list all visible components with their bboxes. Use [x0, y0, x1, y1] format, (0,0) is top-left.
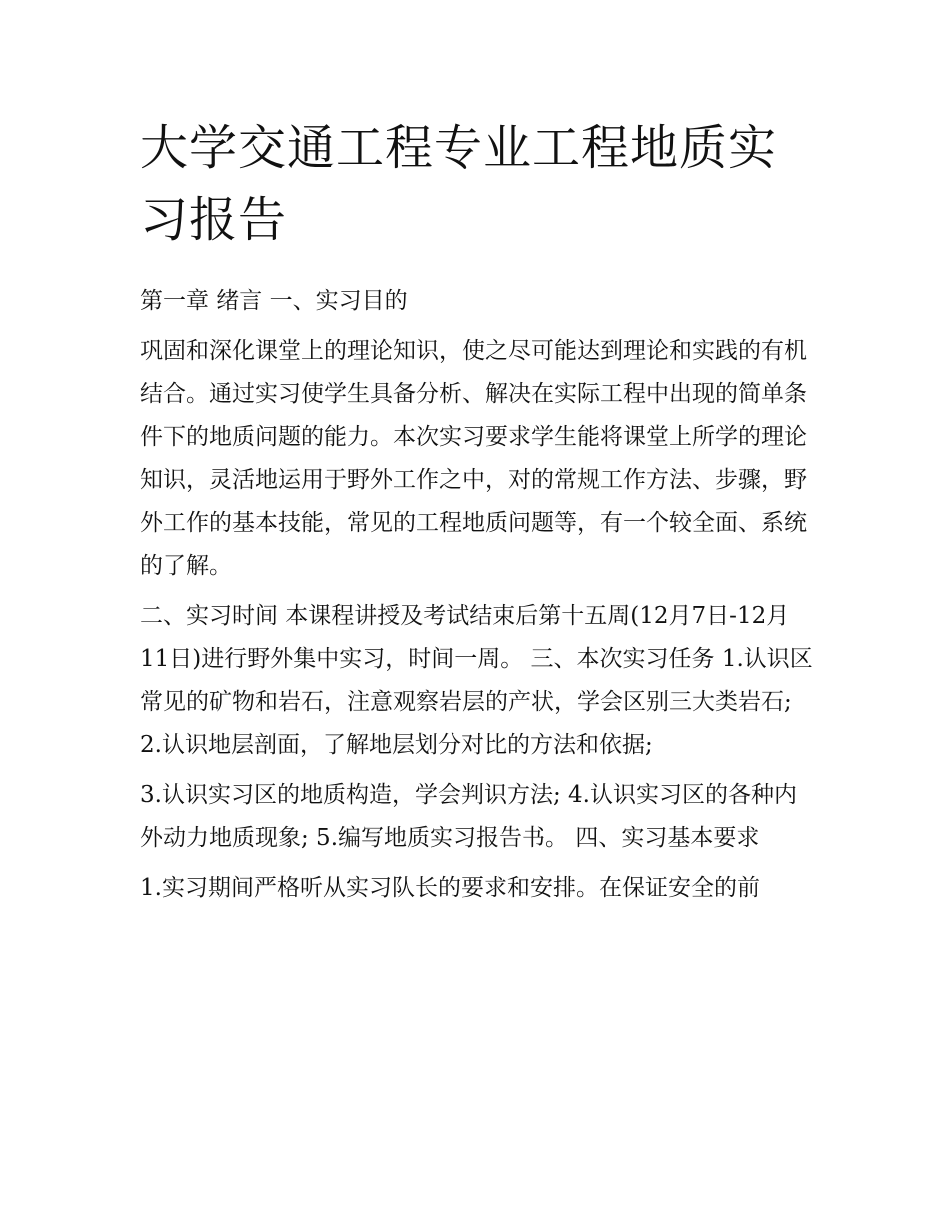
paragraph-time-tasks: 二、实习时间 本课程讲授及考试结束后第十五周(12月7日-12月11日)进行野外集中实习，时间一周。 三、本次实习任务 1.认识区常见的矿物和岩石，注意观察岩层的产状，学会区别三大类岩石; 2.认识地层剖面，了解地层划分对比的方法和依据; — [140, 603, 813, 758]
document-body — [140, 112, 815, 910]
document-title: 大学交通工程专业工程地质实习报告 — [140, 120, 778, 248]
paragraph-purpose: 巩固和深化课堂上的理论知识，使之尽可能达到理论和实践的有机结合。通过实习使学生具备分析、解决在实际工程中出现的简单条件下的地质问题的能力。本次实习要求学生能将课堂上所学的理论知识，灵活地运用于野外工作之中，对的常规工作方法、步骤，野外工作的基本技能，常见的工程地质问题等，有一个较全面、系统的了解。 — [140, 338, 807, 579]
paragraph-tasks-continued: 3.认识实习区的地质构造，学会判识方法; 4.认识实习区的各种内外动力地质现象; 5.编写地质实习报告书。 四、实习基本要求 — [140, 782, 797, 851]
paragraph-requirements: 1.实习期间严格听从实习队长的要求和安排。在保证安全的前 — [140, 875, 760, 901]
chapter-heading: 第一章 绪言 一、实习目的 — [140, 288, 408, 314]
